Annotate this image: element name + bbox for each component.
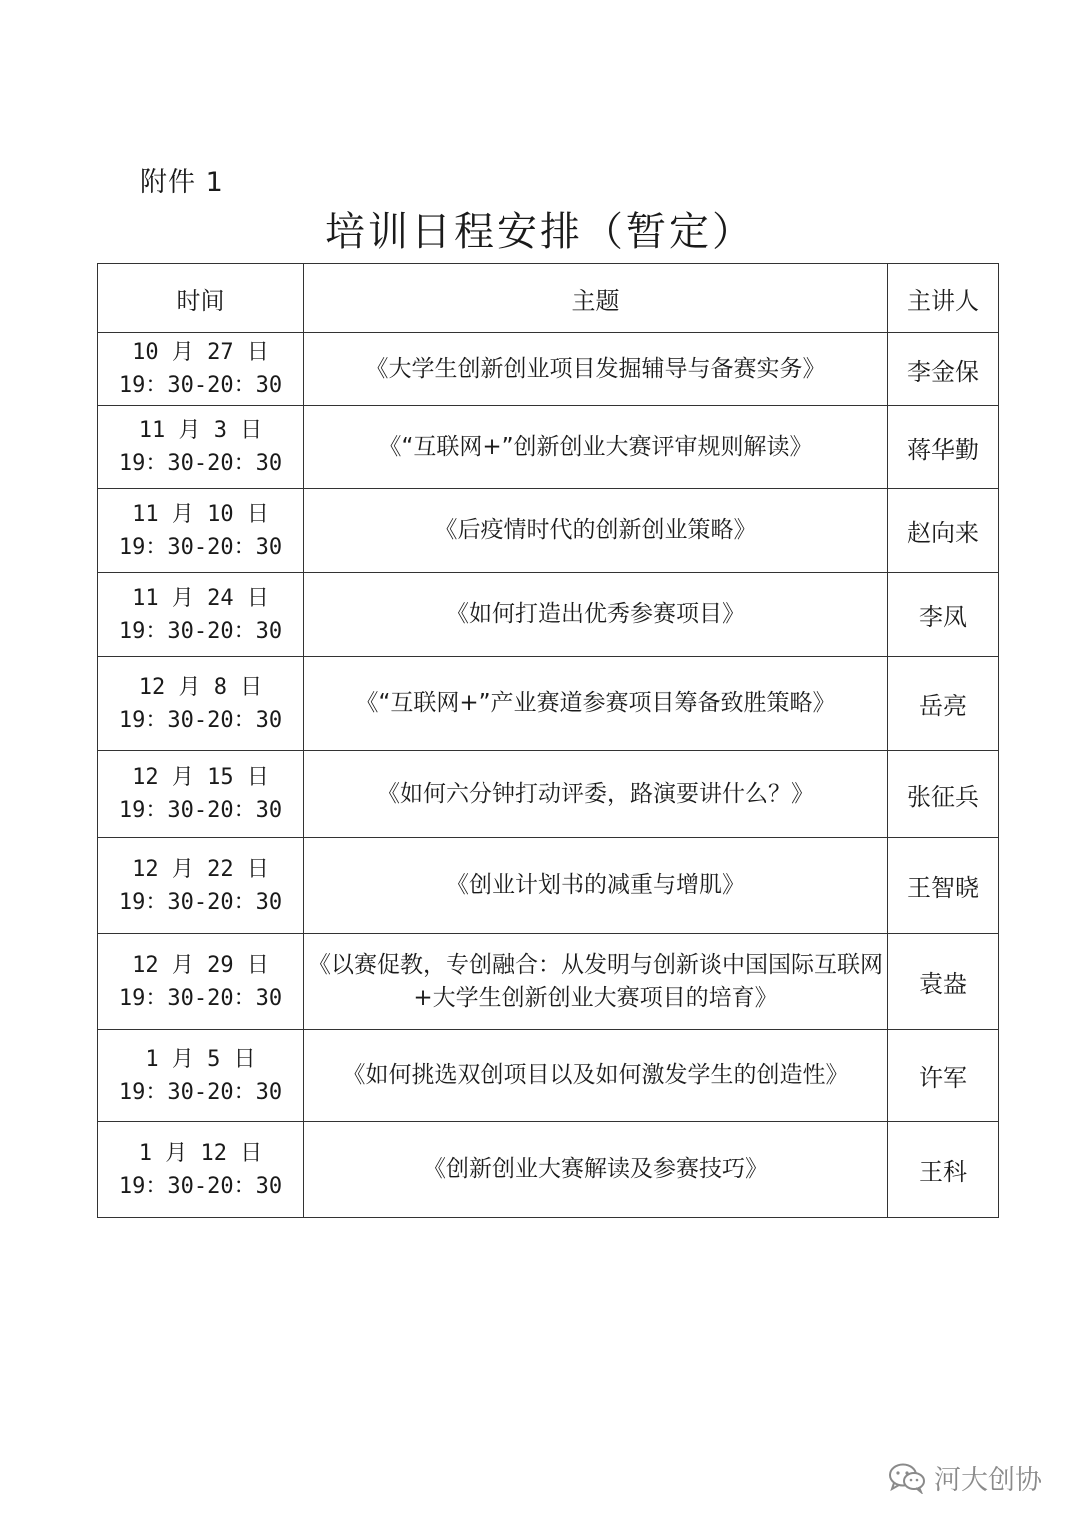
cell-time — [98, 333, 304, 406]
header-time: 时间 — [98, 264, 304, 333]
session-hours: 19：30-20：30 — [118, 373, 283, 398]
table-row — [98, 573, 999, 657]
table-row — [98, 333, 999, 406]
page-title: 培训日程安排（暂定） — [325, 209, 755, 255]
cell-time — [98, 1122, 304, 1218]
cell-topic: 《“互联网+”产业赛道参赛项目筹备致胜策略》 — [304, 657, 888, 751]
table-row — [98, 934, 999, 1030]
table-row — [98, 406, 999, 489]
cell-topic: 《如何六分钟打动评委，路演要讲什么？》 — [304, 751, 888, 838]
schedule-table — [97, 263, 999, 1218]
cell-speaker: 岳亮 — [888, 657, 999, 751]
cell-speaker: 赵向来 — [888, 489, 999, 573]
cell-speaker: 蒋华勤 — [888, 406, 999, 489]
cell-time — [98, 489, 304, 573]
table-row — [98, 657, 999, 751]
cell-speaker: 王科 — [888, 1122, 999, 1218]
session-date: 11 月 24 日 — [132, 585, 269, 611]
cell-speaker: 张征兵 — [888, 751, 999, 838]
cell-topic: 《创业计划书的减重与增肌》 — [304, 838, 888, 934]
watermark-text: 河大创协 — [934, 1465, 1042, 1496]
session-hours: 19：30-20：30 — [118, 798, 283, 823]
cell-topic: 《如何挑选双创项目以及如何激发学生的创造性》 — [304, 1030, 888, 1122]
cell-topic: 《后疫情时代的创新创业策略》 — [304, 489, 888, 573]
session-hours: 19：30-20：30 — [118, 985, 283, 1011]
session-date: 11 月 3 日 — [138, 418, 263, 443]
cell-topic: 《以赛促教，专创融合：从发明与创新谈中国国际互联网+大学生创新创业大赛项目的培育》 — [304, 934, 888, 1030]
cell-time — [98, 573, 304, 657]
table-row — [98, 1030, 999, 1122]
watermark — [888, 1458, 1042, 1497]
cell-time — [98, 838, 304, 934]
session-hours: 19：30-20：30 — [118, 1173, 283, 1199]
session-date: 1 月 12 日 — [138, 1140, 263, 1166]
cell-speaker: 李金保 — [888, 333, 999, 406]
session-date: 10 月 27 日 — [132, 340, 269, 365]
cell-time — [98, 406, 304, 489]
table-row — [98, 489, 999, 573]
cell-topic: 《“互联网+”创新创业大赛评审规则解读》 — [304, 406, 888, 489]
cell-speaker: 许军 — [888, 1030, 999, 1122]
attachment-label: 附件 1 — [140, 167, 224, 198]
cell-speaker: 李凤 — [888, 573, 999, 657]
table-header-row — [98, 264, 999, 333]
cell-time — [98, 657, 304, 751]
session-date: 12 月 8 日 — [138, 674, 263, 700]
cell-topic: 《创新创业大赛解读及参赛技巧》 — [304, 1122, 888, 1218]
session-hours: 19：30-20：30 — [118, 889, 283, 915]
session-date: 12 月 15 日 — [132, 765, 269, 790]
header-topic: 主题 — [304, 264, 888, 333]
wechat-icon — [888, 1462, 926, 1494]
session-date: 11 月 10 日 — [132, 501, 269, 527]
session-hours: 19：30-20：30 — [118, 451, 283, 476]
table-row — [98, 1122, 999, 1218]
cell-speaker: 王智晓 — [888, 838, 999, 934]
session-date: 12 月 29 日 — [132, 952, 269, 978]
table-row — [98, 838, 999, 934]
cell-topic: 《大学生创新创业项目发掘辅导与备赛实务》 — [304, 333, 888, 406]
session-date: 12 月 22 日 — [132, 856, 269, 882]
cell-speaker: 袁盎 — [888, 934, 999, 1030]
session-hours: 19：30-20：30 — [118, 1079, 283, 1105]
table-row — [98, 751, 999, 838]
session-hours: 19：30-20：30 — [118, 534, 283, 560]
cell-time — [98, 751, 304, 838]
cell-topic: 《如何打造出优秀参赛项目》 — [304, 573, 888, 657]
session-hours: 19：30-20：30 — [118, 618, 283, 644]
cell-time — [98, 1030, 304, 1122]
header-speaker: 主讲人 — [888, 264, 999, 333]
session-hours: 19：30-20：30 — [118, 707, 283, 733]
session-date: 1 月 5 日 — [145, 1046, 256, 1072]
cell-time — [98, 934, 304, 1030]
